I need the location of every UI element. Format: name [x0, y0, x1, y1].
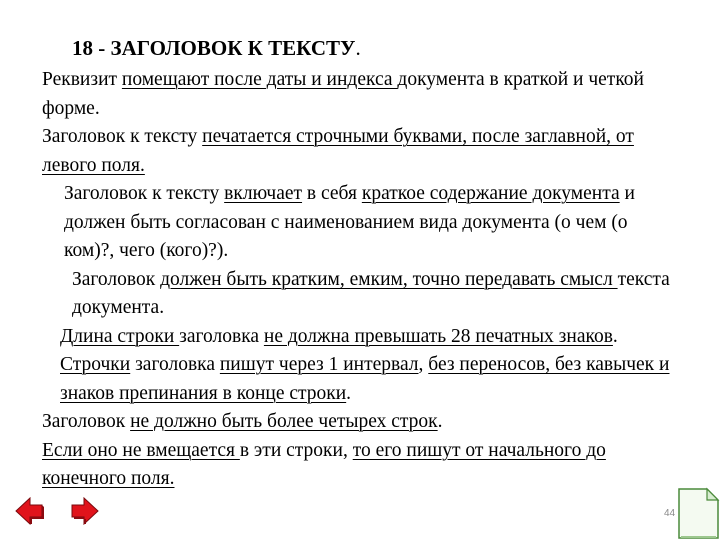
underlined-text: должен быть кратким, емким, точно передавать смысл — [160, 268, 618, 290]
underlined-text: краткое содержание документа — [361, 183, 620, 204]
underlined-text: Длина строки — [60, 325, 180, 347]
text-segment: Реквизит — [42, 69, 122, 90]
text-segment: Заголовок — [42, 411, 131, 432]
underlined-text: не должно быть более четырех строк — [130, 411, 438, 432]
page-number: 44 — [664, 508, 676, 519]
paragraph-p2 — [42, 123, 682, 180]
text-segment: Заголовок к тексту — [42, 126, 203, 147]
underlined-text: не должна превышать 28 печатных знаков — [263, 325, 613, 347]
text-segment: заголовка — [130, 354, 220, 375]
slide-title-text: 18 - ЗАГОЛОВОК К ТЕКСТУ — [72, 36, 356, 60]
text-segment: Заголовок к тексту — [64, 183, 225, 204]
back-button[interactable] — [14, 497, 44, 525]
text-segment: заголовка — [179, 325, 264, 347]
document-page-icon[interactable] — [675, 487, 720, 540]
text-segment: , — [418, 354, 429, 375]
text-segment: . — [612, 325, 618, 347]
underlined-text: пишут через 1 интервал — [219, 354, 419, 375]
slide-body — [42, 66, 682, 494]
underlined-text: помещают после даты и индекса — [121, 69, 398, 90]
paragraph-p6 — [42, 408, 682, 437]
underlined-text: без переносов, без кавычек и знаков препинания в конце строки — [60, 354, 670, 404]
text-segment: . — [346, 382, 352, 404]
text-segment: текста документа. — [72, 268, 670, 318]
arrow-left-icon — [14, 497, 44, 525]
underlined-text: Если оно не вмещается — [42, 439, 240, 461]
underlined-text: то его пишут от начального до конечного поля. — [42, 439, 606, 489]
text-segment: документа в краткой и четкой форме. — [42, 69, 644, 119]
forward-button[interactable] — [70, 497, 100, 525]
underlined-text: Строчки — [60, 354, 131, 375]
text-segment: . — [437, 411, 443, 432]
slide-title-period: . — [355, 36, 361, 60]
paragraph-p5 — [42, 323, 682, 409]
slide-title — [72, 36, 361, 61]
paragraph-p3 — [42, 180, 682, 266]
text-segment: в себя — [302, 183, 362, 204]
paragraph-p4 — [42, 266, 682, 323]
underlined-text: включает — [224, 183, 303, 204]
text-segment: в эти строки, — [239, 439, 353, 461]
underlined-text: печатается строчными буквами, после заглавной, от левого поля. — [42, 126, 634, 176]
paragraph-p1 — [42, 66, 682, 123]
text-segment: Заголовок — [72, 268, 161, 290]
paragraph-p7 — [42, 437, 682, 494]
arrow-right-icon — [70, 497, 100, 525]
text-segment: и должен быть согласован с наименованием вида документа (о чем (о ком)?, чего (кого)?). — [64, 183, 635, 261]
